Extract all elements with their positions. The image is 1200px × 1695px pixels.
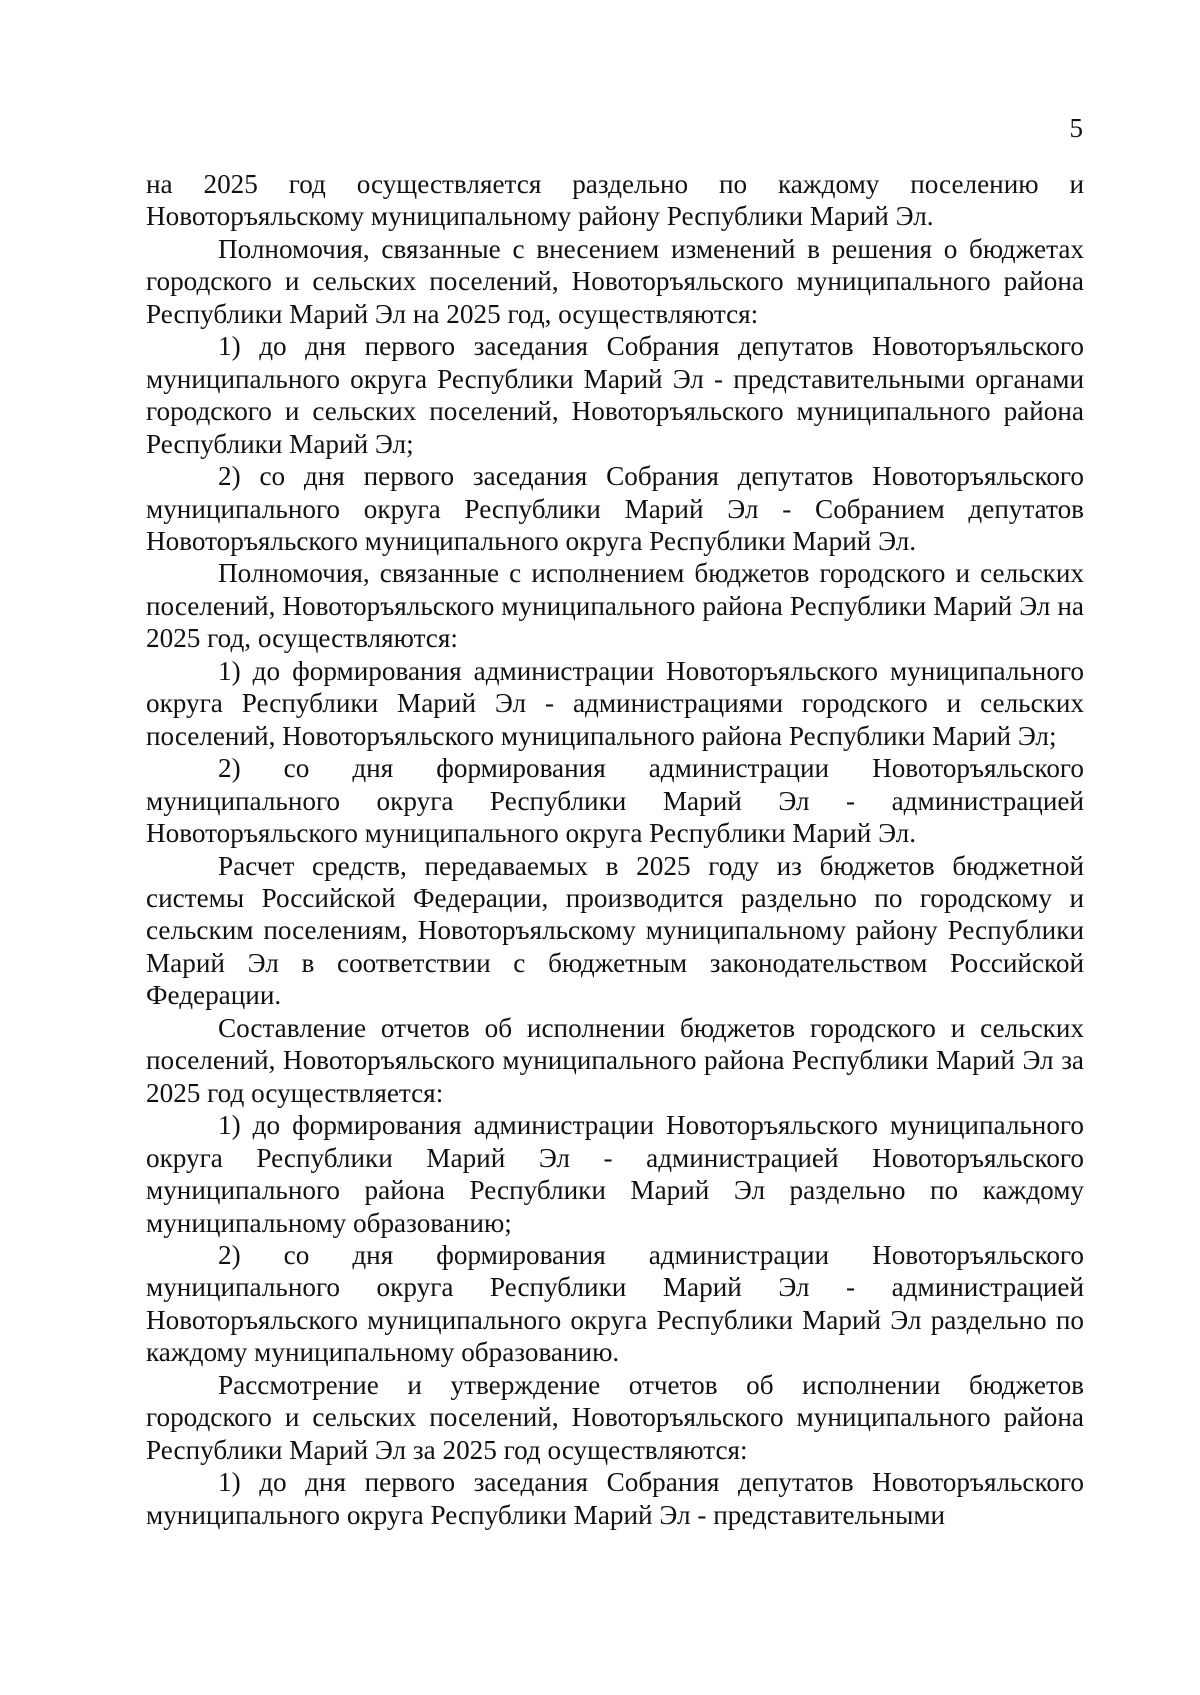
paragraph-continuation: на 2025 год осуществляется раздельно по каждому поселению и Новоторъяльскому муниципальному району Республики Марий Эл.: [146, 169, 1084, 232]
document-body: [146, 168, 1084, 1531]
paragraph-budget-amendment-powers: Полномочия, связанные с внесением изменений в решения о бюджетах городского и сельских поселений, Новоторъяльского муниципального района Республики Марий Эл на 2025 год, осуществляются:: [146, 233, 1084, 329]
page-number: 5: [1069, 113, 1083, 143]
paragraph-report-item-1: 1) до формирования администрации Новоторъяльского муниципального округа Республики Марий Эл - администрацией Новоторъяльского муниципального района Республики Марий Эл раздельно по каждому муниципальному образованию;: [146, 1110, 1084, 1238]
paragraph-execution-item-2: 2) со дня формирования администрации Новоторъяльского муниципального округа Республики Марий Эл - администрацией Новоторъяльского муниципального округа Республики Марий Эл.: [146, 753, 1084, 849]
paragraph-amendment-item-1: 1) до дня первого заседания Собрания депутатов Новоторъяльского муниципального округа Республики Марий Эл - представительными органами городского и сельских поселений, Новоторъяльского муниципального района Республики Марий Эл;: [146, 331, 1084, 459]
paragraph-execution-item-1: 1) до формирования администрации Новоторъяльского муниципального округа Республики Марий Эл - администрациями городского и сельских поселений, Новоторъяльского муниципального района Республики Марий Эл;: [146, 655, 1084, 751]
paragraph-funds-calculation: Расчет средств, передаваемых в 2025 году из бюджетов бюджетной системы Российской Федерации, производится раздельно по городскому и сельским поселениям, Новоторъяльскому муниципальному району Республики Марий Эл в соответствии с бюджетным законодательством Российской Федерации.: [146, 850, 1084, 1011]
paragraph-report-preparation: Составление отчетов об исполнении бюджетов городского и сельских поселений, Новоторъяльского муниципального района Республики Марий Эл за 2025 год осуществляется:: [146, 1012, 1084, 1108]
paragraph-report-item-2: 2) со дня формирования администрации Новоторъяльского муниципального округа Республики Марий Эл - администрацией Новоторъяльского муниципального округа Республики Марий Эл раздельно по каждому муниципальному образованию.: [146, 1239, 1084, 1368]
paragraph-report-approval: Рассмотрение и утверждение отчетов об исполнении бюджетов городского и сельских поселений, Новоторъяльского муниципального района Республики Марий Эл за 2025 год осуществляются:: [146, 1369, 1084, 1465]
paragraph-budget-execution-powers: Полномочия, связанные с исполнением бюджетов городского и сельских поселений, Новоторъяльского муниципального района Республики Марий Эл на 2025 год, осуществляются:: [146, 558, 1084, 654]
paragraph-amendment-item-2: 2) со дня первого заседания Собрания депутатов Новоторъяльского муниципального округа Республики Марий Эл - Собранием депутатов Новоторъяльского муниципального округа Республики Марий Эл.: [146, 461, 1084, 556]
paragraph-approval-item-1: 1) до дня первого заседания Собрания депутатов Новоторъяльского муниципального округа Республики Марий Эл - представительными: [146, 1467, 1084, 1530]
